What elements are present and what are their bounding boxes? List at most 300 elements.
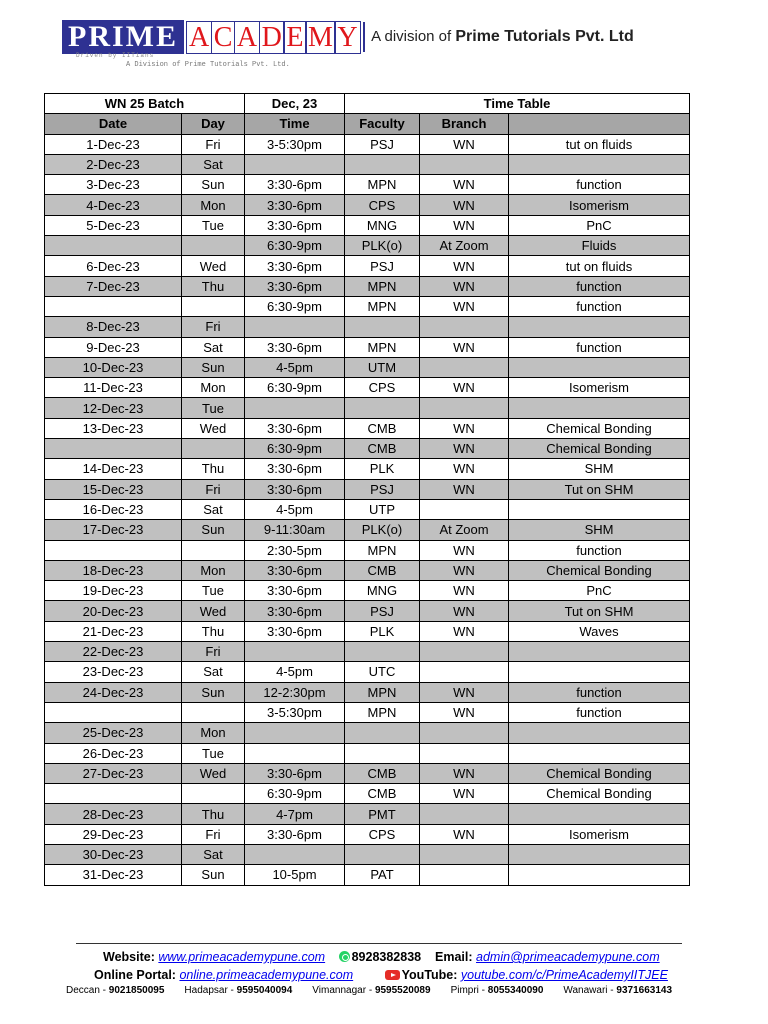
cell-branch: WN xyxy=(420,276,509,296)
cell-branch xyxy=(420,357,509,377)
cell-time: 4-5pm xyxy=(245,357,345,377)
cell-date: 20-Dec-23 xyxy=(45,601,182,621)
cell-time xyxy=(245,154,345,174)
cell-branch xyxy=(420,662,509,682)
cell-date: 18-Dec-23 xyxy=(45,560,182,580)
cell-day xyxy=(182,236,245,256)
cell-faculty: MPN xyxy=(345,296,420,316)
cell-time: 3:30-6pm xyxy=(245,256,345,276)
cell-branch: WN xyxy=(420,601,509,621)
column-header-faculty: Faculty xyxy=(345,114,420,134)
cell-branch: WN xyxy=(420,175,509,195)
cell-time: 3:30-6pm xyxy=(245,581,345,601)
table-row xyxy=(45,824,690,844)
website-link[interactable]: www.primeacademypune.com xyxy=(158,950,326,964)
cell-branch: At Zoom xyxy=(420,236,509,256)
portal-label: Online Portal: xyxy=(94,968,176,982)
cell-faculty: MPN xyxy=(345,702,420,722)
branch-name: Hadapsar xyxy=(184,985,228,996)
table-row xyxy=(45,134,690,154)
cell-branch xyxy=(420,723,509,743)
table-row xyxy=(45,743,690,763)
table-row xyxy=(45,601,690,621)
cell-day: Fri xyxy=(182,642,245,662)
cell-day: Sat xyxy=(182,499,245,519)
cell-day xyxy=(182,296,245,316)
youtube-link[interactable]: youtube.com/c/PrimeAcademyIITJEE xyxy=(460,968,668,982)
cell-topic xyxy=(509,154,690,174)
timetable xyxy=(44,93,690,886)
table-row xyxy=(45,702,690,722)
cell-day: Sat xyxy=(182,154,245,174)
cell-branch: WN xyxy=(420,378,509,398)
cell-topic: tut on fluids xyxy=(509,256,690,276)
cell-topic: function xyxy=(509,337,690,357)
cell-topic: Tut on SHM xyxy=(509,479,690,499)
cell-branch: WN xyxy=(420,439,509,459)
cell-branch: WN xyxy=(420,702,509,722)
cell-branch: WN xyxy=(420,784,509,804)
logo-prime-text: PRIME xyxy=(62,20,184,54)
cell-date: 24-Dec-23 xyxy=(45,682,182,702)
branch-name: Vimannagar xyxy=(312,985,367,996)
table-row xyxy=(45,804,690,824)
cell-time: 3:30-6pm xyxy=(245,459,345,479)
cell-topic xyxy=(509,642,690,662)
table-row xyxy=(45,560,690,580)
cell-day: Sun xyxy=(182,682,245,702)
cell-date: 25-Dec-23 xyxy=(45,723,182,743)
cell-faculty: PLK xyxy=(345,621,420,641)
cell-faculty: MPN xyxy=(345,276,420,296)
cell-faculty: CMB xyxy=(345,439,420,459)
cell-faculty: CPS xyxy=(345,195,420,215)
logo-subtitle: A Division of Prime Tutorials Pvt. Ltd. xyxy=(126,61,290,69)
cell-branch: WN xyxy=(420,682,509,702)
cell-day: Sat xyxy=(182,844,245,864)
cell-branch: WN xyxy=(420,215,509,235)
column-header-time: Time xyxy=(245,114,345,134)
cell-date: 3-Dec-23 xyxy=(45,175,182,195)
cell-date: 21-Dec-23 xyxy=(45,621,182,641)
division-company: Prime Tutorials Pvt. Ltd xyxy=(455,28,634,45)
cell-day: Thu xyxy=(182,804,245,824)
branch-phones: Deccan - 9021850095 Hadapsar - 9595040094 Vimannagar - 9595520089 Pimpri - 8055340090 Wanawari - 9371663143 xyxy=(66,985,673,996)
branch-phone: 8055340090 xyxy=(487,985,544,996)
cell-time: 4-5pm xyxy=(245,662,345,682)
cell-faculty: PMT xyxy=(345,804,420,824)
cell-branch: WN xyxy=(420,459,509,479)
cell-branch: WN xyxy=(420,195,509,215)
cell-topic xyxy=(509,743,690,763)
email-link[interactable]: admin@primeacademypune.com xyxy=(476,950,660,964)
cell-faculty: MPN xyxy=(345,175,420,195)
brand-logo xyxy=(62,20,634,54)
cell-branch: WN xyxy=(420,479,509,499)
cell-branch xyxy=(420,804,509,824)
division-text xyxy=(371,28,634,46)
table-row xyxy=(45,763,690,783)
cell-day: Mon xyxy=(182,560,245,580)
table-row xyxy=(45,357,690,377)
cell-time xyxy=(245,723,345,743)
cell-faculty: PSJ xyxy=(345,479,420,499)
cell-faculty xyxy=(345,743,420,763)
table-row xyxy=(45,175,690,195)
logo-letter: A xyxy=(186,21,212,54)
cell-faculty: UTP xyxy=(345,499,420,519)
cell-topic xyxy=(509,357,690,377)
cell-date: 4-Dec-23 xyxy=(45,195,182,215)
cell-topic: Chemical Bonding xyxy=(509,439,690,459)
table-row xyxy=(45,621,690,641)
cell-faculty: UTC xyxy=(345,662,420,682)
cell-time: 6:30-9pm xyxy=(245,296,345,316)
cell-day xyxy=(182,439,245,459)
cell-day: Sun xyxy=(182,865,245,885)
cell-branch: WN xyxy=(420,763,509,783)
cell-day: Fri xyxy=(182,317,245,337)
cell-date: 16-Dec-23 xyxy=(45,499,182,519)
cell-faculty: PSJ xyxy=(345,601,420,621)
table-row xyxy=(45,378,690,398)
cell-date: 6-Dec-23 xyxy=(45,256,182,276)
cell-topic: Isomerism xyxy=(509,824,690,844)
cell-day: Fri xyxy=(182,824,245,844)
cell-day xyxy=(182,540,245,560)
cell-day xyxy=(182,702,245,722)
cell-date: 13-Dec-23 xyxy=(45,418,182,438)
cell-date: 26-Dec-23 xyxy=(45,743,182,763)
table-row xyxy=(45,317,690,337)
month-label: Dec, 23 xyxy=(245,94,345,114)
cell-day: Mon xyxy=(182,378,245,398)
cell-day: Sun xyxy=(182,520,245,540)
cell-date: 31-Dec-23 xyxy=(45,865,182,885)
table-row xyxy=(45,723,690,743)
cell-topic: Fluids xyxy=(509,236,690,256)
logo-academy-text xyxy=(186,21,359,54)
cell-date: 22-Dec-23 xyxy=(45,642,182,662)
logo-letter: D xyxy=(259,21,285,54)
email-label: Email: xyxy=(435,950,473,964)
logo-letter: E xyxy=(283,21,306,54)
cell-faculty: PLK(o) xyxy=(345,236,420,256)
website-label: Website: xyxy=(103,950,155,964)
branch-phone: 9021850095 xyxy=(108,985,165,996)
cell-topic: Chemical Bonding xyxy=(509,418,690,438)
cell-topic xyxy=(509,398,690,418)
cell-date: 27-Dec-23 xyxy=(45,763,182,783)
cell-branch: WN xyxy=(420,296,509,316)
logo-letter: C xyxy=(211,21,236,54)
cell-time xyxy=(245,317,345,337)
logo-letter: M xyxy=(305,21,336,54)
cell-faculty: MPN xyxy=(345,540,420,560)
cell-time: 6:30-9pm xyxy=(245,378,345,398)
cell-branch xyxy=(420,499,509,519)
cell-time: 12-2:30pm xyxy=(245,682,345,702)
table-row xyxy=(45,439,690,459)
cell-faculty: MPN xyxy=(345,337,420,357)
column-header-day: Day xyxy=(182,114,245,134)
cell-branch: WN xyxy=(420,824,509,844)
youtube-label: YouTube: xyxy=(401,968,458,982)
cell-day: Sat xyxy=(182,337,245,357)
cell-day: Tue xyxy=(182,581,245,601)
cell-date: 14-Dec-23 xyxy=(45,459,182,479)
cell-time: 3:30-6pm xyxy=(245,560,345,580)
cell-faculty: MNG xyxy=(345,215,420,235)
cell-day xyxy=(182,784,245,804)
cell-topic: SHM xyxy=(509,459,690,479)
cell-branch xyxy=(420,844,509,864)
cell-branch: At Zoom xyxy=(420,520,509,540)
cell-date: 8-Dec-23 xyxy=(45,317,182,337)
cell-time: 3:30-6pm xyxy=(245,601,345,621)
cell-day: Fri xyxy=(182,479,245,499)
cell-day: Wed xyxy=(182,763,245,783)
cell-time xyxy=(245,743,345,763)
cell-date: 10-Dec-23 xyxy=(45,357,182,377)
table-row xyxy=(45,844,690,864)
table-row xyxy=(45,337,690,357)
footer-contact-line xyxy=(103,950,660,964)
cell-faculty: PLK(o) xyxy=(345,520,420,540)
branch-name: Wanawari xyxy=(563,985,608,996)
cell-faculty: MNG xyxy=(345,581,420,601)
cell-date: 7-Dec-23 xyxy=(45,276,182,296)
cell-date xyxy=(45,236,182,256)
cell-branch: WN xyxy=(420,560,509,580)
cell-time: 3:30-6pm xyxy=(245,418,345,438)
cell-day: Fri xyxy=(182,134,245,154)
cell-date: 15-Dec-23 xyxy=(45,479,182,499)
cell-topic xyxy=(509,804,690,824)
cell-time: 3:30-6pm xyxy=(245,824,345,844)
cell-time: 3-5:30pm xyxy=(245,134,345,154)
cell-branch: WN xyxy=(420,418,509,438)
cell-time: 3:30-6pm xyxy=(245,276,345,296)
cell-day: Thu xyxy=(182,459,245,479)
batch-name: WN 25 Batch xyxy=(45,94,245,114)
cell-day: Wed xyxy=(182,601,245,621)
table-row xyxy=(45,154,690,174)
cell-faculty: CPS xyxy=(345,824,420,844)
cell-time xyxy=(245,398,345,418)
cell-date xyxy=(45,439,182,459)
cell-faculty: UTM xyxy=(345,357,420,377)
cell-topic: function xyxy=(509,702,690,722)
youtube-icon xyxy=(385,970,400,980)
cell-topic xyxy=(509,662,690,682)
cell-time: 3:30-6pm xyxy=(245,175,345,195)
cell-day: Sat xyxy=(182,662,245,682)
cell-branch xyxy=(420,642,509,662)
cell-topic: Chemical Bonding xyxy=(509,560,690,580)
cell-topic: Isomerism xyxy=(509,378,690,398)
cell-branch: WN xyxy=(420,621,509,641)
cell-topic xyxy=(509,865,690,885)
table-row xyxy=(45,520,690,540)
table-row xyxy=(45,459,690,479)
cell-faculty: PAT xyxy=(345,865,420,885)
cell-day: Mon xyxy=(182,195,245,215)
column-header-branch: Branch xyxy=(420,114,509,134)
cell-topic: function xyxy=(509,296,690,316)
table-row xyxy=(45,662,690,682)
cell-branch: WN xyxy=(420,581,509,601)
table-row xyxy=(45,581,690,601)
logo-letter: A xyxy=(234,21,260,54)
cell-topic xyxy=(509,844,690,864)
table-row xyxy=(45,499,690,519)
cell-faculty: PSJ xyxy=(345,256,420,276)
table-row xyxy=(45,784,690,804)
table-row xyxy=(45,418,690,438)
cell-branch xyxy=(420,743,509,763)
table-row xyxy=(45,236,690,256)
cell-branch: WN xyxy=(420,134,509,154)
cell-time: 3:30-6pm xyxy=(245,479,345,499)
column-header-date: Date xyxy=(45,114,182,134)
cell-date: 19-Dec-23 xyxy=(45,581,182,601)
cell-date: 23-Dec-23 xyxy=(45,662,182,682)
cell-branch xyxy=(420,398,509,418)
cell-faculty xyxy=(345,642,420,662)
cell-faculty xyxy=(345,844,420,864)
cell-date xyxy=(45,784,182,804)
cell-date xyxy=(45,702,182,722)
cell-date: 17-Dec-23 xyxy=(45,520,182,540)
cell-topic: SHM xyxy=(509,520,690,540)
column-header-row xyxy=(45,114,690,134)
cell-time: 2:30-5pm xyxy=(245,540,345,560)
cell-day: Sun xyxy=(182,175,245,195)
cell-day: Tue xyxy=(182,743,245,763)
cell-topic: Tut on SHM xyxy=(509,601,690,621)
table-row xyxy=(45,682,690,702)
cell-faculty: CMB xyxy=(345,560,420,580)
cell-date xyxy=(45,540,182,560)
table-row xyxy=(45,642,690,662)
cell-date: 12-Dec-23 xyxy=(45,398,182,418)
cell-time: 4-7pm xyxy=(245,804,345,824)
logo-divider xyxy=(363,22,365,52)
cell-date: 5-Dec-23 xyxy=(45,215,182,235)
cell-time: 4-5pm xyxy=(245,499,345,519)
cell-branch: WN xyxy=(420,540,509,560)
cell-day: Mon xyxy=(182,723,245,743)
branch-phone: 9371663143 xyxy=(616,985,673,996)
cell-date: 11-Dec-23 xyxy=(45,378,182,398)
cell-time: 6:30-9pm xyxy=(245,784,345,804)
cell-branch xyxy=(420,317,509,337)
cell-date: 29-Dec-23 xyxy=(45,824,182,844)
cell-time: 6:30-9pm xyxy=(245,236,345,256)
cell-topic: Chemical Bonding xyxy=(509,784,690,804)
cell-faculty xyxy=(345,723,420,743)
cell-topic: Chemical Bonding xyxy=(509,763,690,783)
table-row xyxy=(45,540,690,560)
cell-time: 10-5pm xyxy=(245,865,345,885)
logo-tagline: Driven by IITians xyxy=(76,52,155,59)
cell-topic: Waves xyxy=(509,621,690,641)
cell-time: 3-5:30pm xyxy=(245,702,345,722)
branch-name: Pimpri xyxy=(450,985,479,996)
cell-branch xyxy=(420,154,509,174)
cell-date xyxy=(45,296,182,316)
timetable-title-row xyxy=(45,94,690,114)
phone-number: 8928382838 xyxy=(351,950,422,964)
whatsapp-icon xyxy=(339,951,350,962)
cell-time: 3:30-6pm xyxy=(245,195,345,215)
cell-day: Tue xyxy=(182,398,245,418)
cell-time: 9-11:30am xyxy=(245,520,345,540)
cell-day: Wed xyxy=(182,418,245,438)
cell-topic: function xyxy=(509,540,690,560)
timetable-title: Time Table xyxy=(345,94,690,114)
cell-faculty: CMB xyxy=(345,763,420,783)
cell-time xyxy=(245,844,345,864)
cell-date: 2-Dec-23 xyxy=(45,154,182,174)
cell-topic: function xyxy=(509,276,690,296)
cell-time: 3:30-6pm xyxy=(245,763,345,783)
cell-day: Thu xyxy=(182,276,245,296)
table-row xyxy=(45,398,690,418)
cell-faculty: PSJ xyxy=(345,134,420,154)
table-row xyxy=(45,865,690,885)
cell-date: 28-Dec-23 xyxy=(45,804,182,824)
table-row xyxy=(45,479,690,499)
table-row xyxy=(45,276,690,296)
branch-phone: 9595040094 xyxy=(236,985,293,996)
cell-faculty: CPS xyxy=(345,378,420,398)
table-row xyxy=(45,256,690,276)
table-row xyxy=(45,215,690,235)
cell-time xyxy=(245,642,345,662)
footer-divider xyxy=(76,943,682,944)
cell-time: 3:30-6pm xyxy=(245,621,345,641)
cell-time: 3:30-6pm xyxy=(245,337,345,357)
cell-day: Wed xyxy=(182,256,245,276)
logo-letter: Y xyxy=(334,21,360,54)
cell-topic: function xyxy=(509,682,690,702)
cell-topic: PnC xyxy=(509,581,690,601)
cell-faculty xyxy=(345,398,420,418)
cell-day: Sun xyxy=(182,357,245,377)
footer-online-line xyxy=(94,968,668,982)
cell-date: 1-Dec-23 xyxy=(45,134,182,154)
table-row xyxy=(45,296,690,316)
cell-faculty: CMB xyxy=(345,418,420,438)
cell-topic xyxy=(509,499,690,519)
cell-faculty: CMB xyxy=(345,784,420,804)
cell-faculty xyxy=(345,154,420,174)
cell-day: Tue xyxy=(182,215,245,235)
cell-time: 6:30-9pm xyxy=(245,439,345,459)
table-row xyxy=(45,195,690,215)
division-prefix: A division of xyxy=(371,28,452,45)
cell-topic: PnC xyxy=(509,215,690,235)
cell-topic: tut on fluids xyxy=(509,134,690,154)
cell-date: 9-Dec-23 xyxy=(45,337,182,357)
cell-topic: Isomerism xyxy=(509,195,690,215)
branch-name: Deccan xyxy=(66,985,100,996)
portal-link[interactable]: online.primeacademypune.com xyxy=(179,968,354,982)
cell-topic: function xyxy=(509,175,690,195)
cell-faculty: PLK xyxy=(345,459,420,479)
